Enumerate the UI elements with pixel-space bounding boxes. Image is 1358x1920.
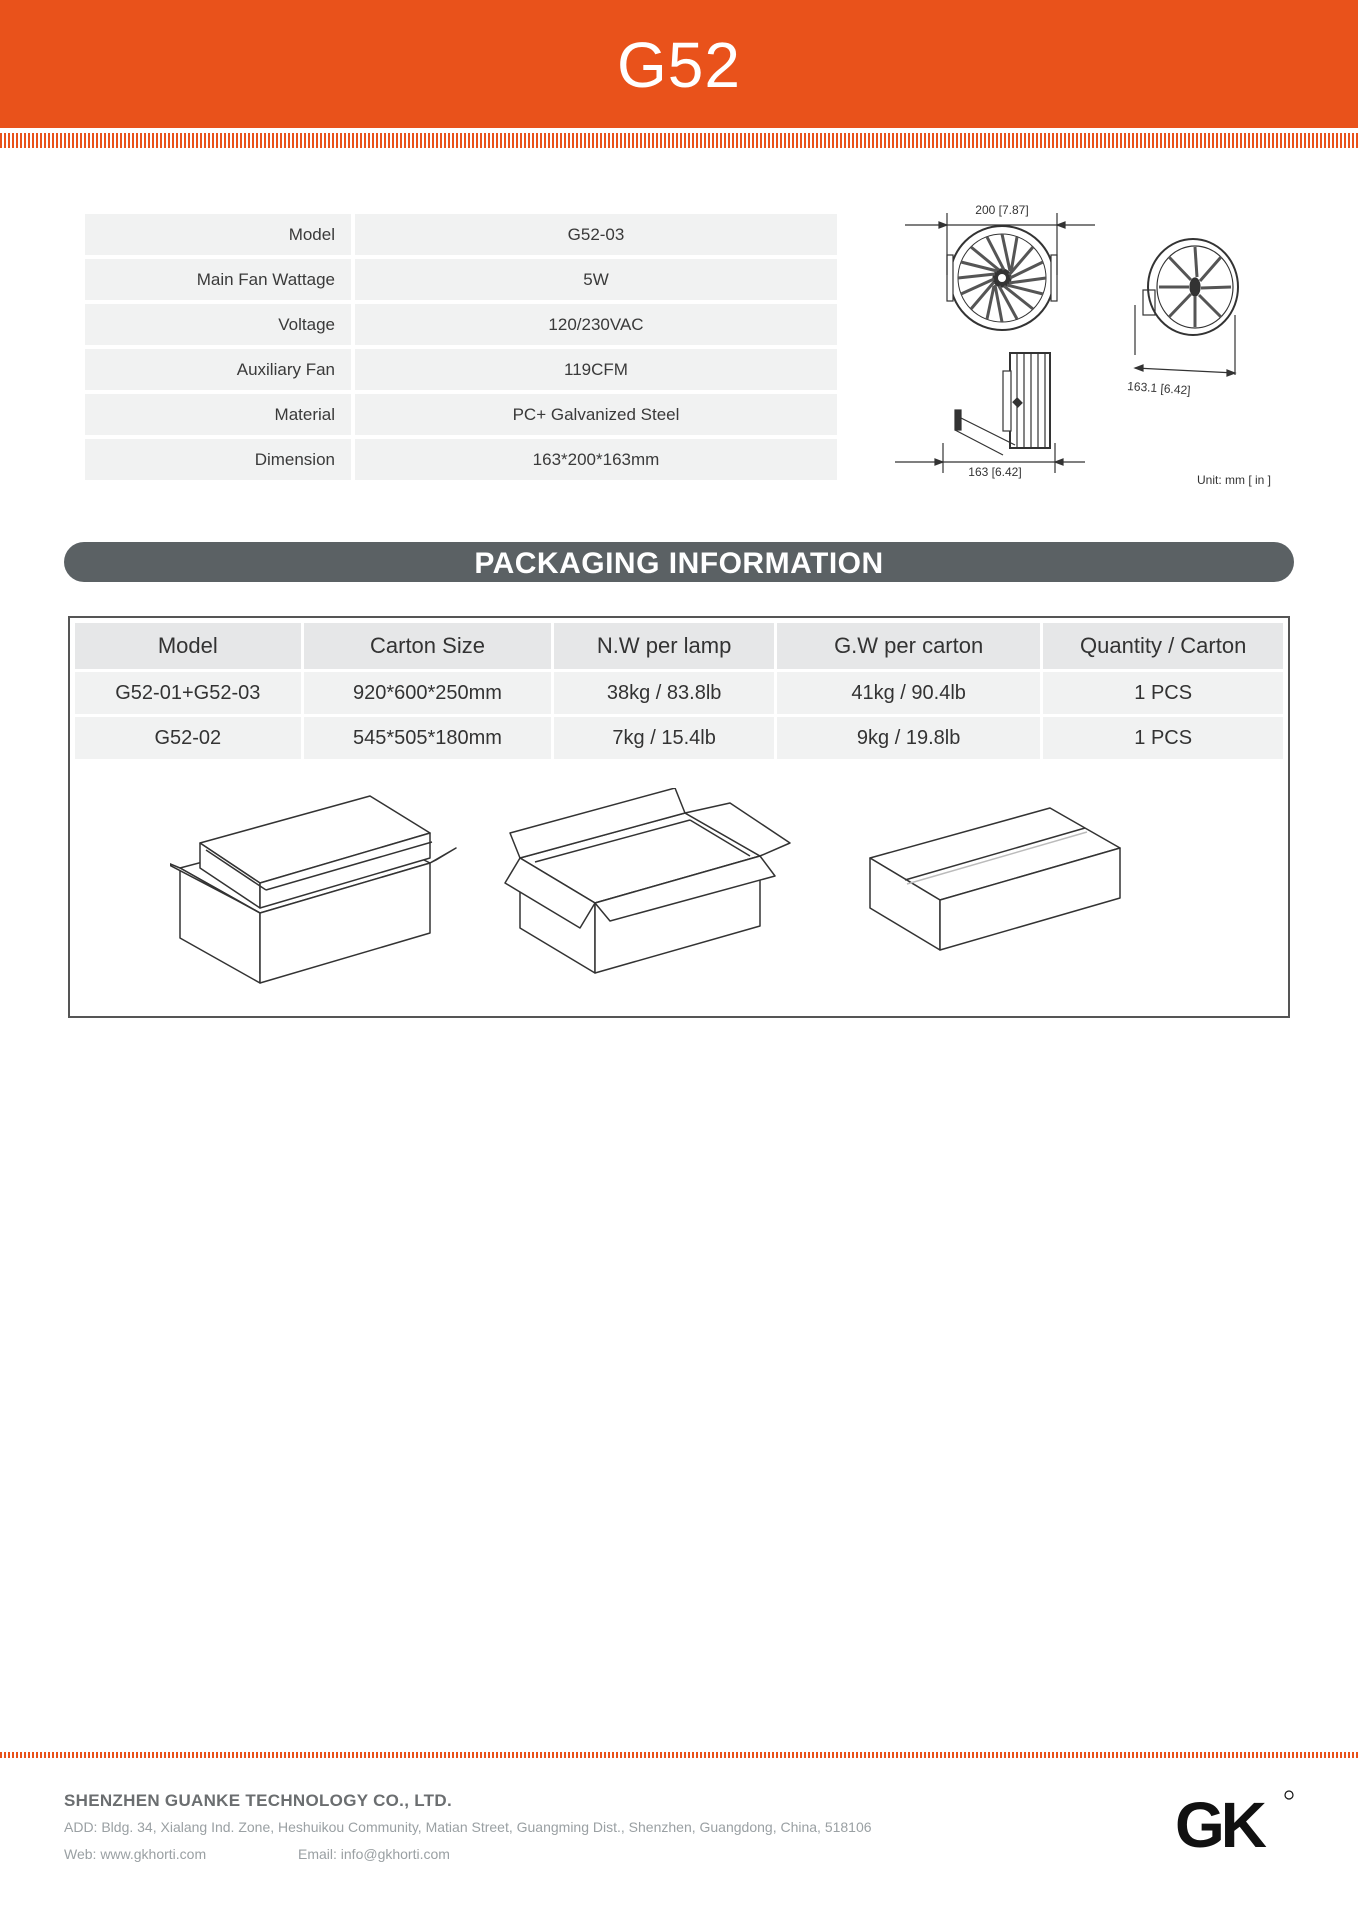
footer-divider xyxy=(0,1752,1358,1758)
table-cell: 545*505*180mm xyxy=(304,717,552,759)
spec-row xyxy=(85,214,837,255)
column-header: G.W per carton xyxy=(777,623,1040,669)
table-cell: 1 PCS xyxy=(1043,672,1283,714)
spec-row xyxy=(85,439,837,480)
spec-value: PC+ Galvanized Steel xyxy=(355,394,837,435)
table-cell: 7kg / 15.4lb xyxy=(554,717,774,759)
table-row xyxy=(75,672,1283,714)
section-title: PACKAGING INFORMATION xyxy=(474,547,884,580)
table-cell: 38kg / 83.8lb xyxy=(554,672,774,714)
email-link[interactable]: Email: info@gkhorti.com xyxy=(298,1846,450,1862)
column-header: Carton Size xyxy=(304,623,552,669)
company-address: ADD: Bldg. 34, Xialang Ind. Zone, Heshuikou Community, Matian Street, Guangming Dist., Shenzhen, Guangdong, China, 518106 xyxy=(64,1819,872,1835)
spec-label: Material xyxy=(85,394,355,435)
spec-row xyxy=(85,394,837,435)
spec-label: Model xyxy=(85,214,355,255)
fan-front-view xyxy=(947,226,1057,330)
header-stripe-divider xyxy=(0,133,1358,148)
sealed-carton-illustration xyxy=(870,808,1120,950)
section-header-bar xyxy=(64,542,1294,582)
column-header: Quantity / Carton xyxy=(1043,623,1283,669)
table-cell: G52-02 xyxy=(75,717,301,759)
gk-logo-icon xyxy=(1175,1787,1295,1855)
dim-bottom-label: 163 [6.42] xyxy=(968,465,1022,479)
column-header: Model xyxy=(75,623,301,669)
spec-value: 120/230VAC xyxy=(355,304,837,345)
header-banner xyxy=(0,0,1358,128)
spec-row xyxy=(85,304,837,345)
company-name: SHENZHEN GUANKE TECHNOLOGY CO., LTD. xyxy=(64,1791,452,1810)
table-cell: 920*600*250mm xyxy=(304,672,552,714)
spec-label: Main Fan Wattage xyxy=(85,259,355,300)
table-cell: 1 PCS xyxy=(1043,717,1283,759)
spec-label: Dimension xyxy=(85,439,355,480)
unit-note: Unit: mm [ in ] xyxy=(1197,473,1272,487)
spec-value: 5W xyxy=(355,259,837,300)
table-header-row xyxy=(75,623,1283,669)
spec-value: 119CFM xyxy=(355,349,837,390)
packaging-panel xyxy=(68,616,1290,1018)
spec-value: 163*200*163mm xyxy=(355,439,837,480)
dim-top-line xyxy=(905,213,1095,275)
table-cell: 9kg / 19.8lb xyxy=(777,717,1040,759)
spec-value: G52-03 xyxy=(355,214,837,255)
table-cell: G52-01+G52-03 xyxy=(75,672,301,714)
fan-top-view xyxy=(895,353,1085,473)
dim-top-label: 200 [7.87] xyxy=(975,203,1029,217)
logo-text: GK xyxy=(1175,1789,1263,1855)
website-link[interactable]: Web: www.gkhorti.com xyxy=(64,1846,207,1862)
table-row xyxy=(75,717,1283,759)
carton-with-insert-illustration xyxy=(170,796,456,983)
table-cell: 41kg / 90.4lb xyxy=(777,672,1040,714)
spec-label: Auxiliary Fan xyxy=(85,349,355,390)
spec-label: Voltage xyxy=(85,304,355,345)
packaging-table xyxy=(72,620,1286,762)
spec-row xyxy=(85,259,837,300)
spec-row xyxy=(85,349,837,390)
carton-illustrations xyxy=(170,788,1210,988)
dim-side-label: 163.1 [6.42] xyxy=(1126,379,1192,398)
column-header: N.W per lamp xyxy=(554,623,774,669)
page-title: G52 xyxy=(617,29,741,101)
fan-side-view xyxy=(1135,239,1238,376)
dimension-drawings xyxy=(895,195,1295,495)
spec-table xyxy=(85,210,837,484)
open-carton-illustration xyxy=(505,788,790,973)
